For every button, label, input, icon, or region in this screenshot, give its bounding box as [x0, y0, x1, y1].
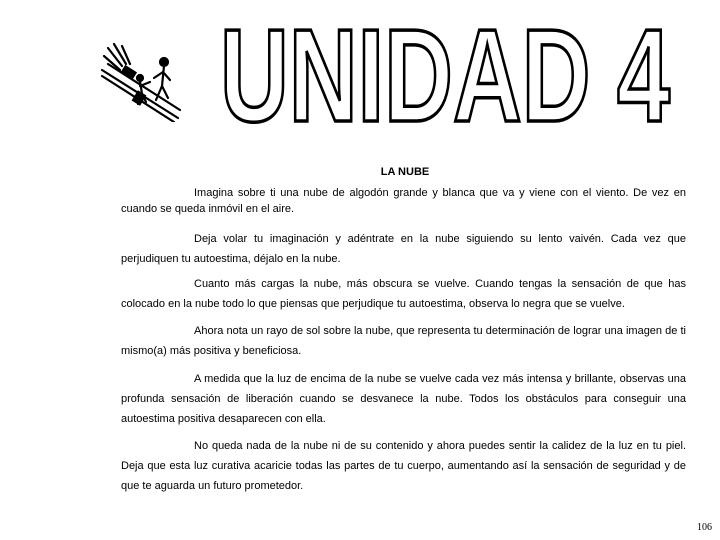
paragraph-1: Imagina sobre ti una nube de algodón grande y blanca que va y viene con el viento. De vez en cuando se queda inmóvil en el aire.	[121, 187, 686, 215]
figures-on-seesaw-icon	[100, 42, 185, 122]
paragraph-4: Ahora nota un rayo de sol sobre la nube, que representa tu determinación de lograr una imagen de ti mismo(a) más positiva y beneficiosa.	[121, 325, 686, 357]
document-title: LA NUBE	[380, 166, 430, 178]
unit-title-text: UNIDAD 4	[220, 18, 670, 128]
unit-title	[215, 18, 675, 128]
paragraph-3: Cuanto más cargas la nube, más obscura se vuelve. Cuando tengas la sensación de que has colocado en la nube todo lo que piensas que perjudique tu autoestima, observa lo negra que se vuelve.	[121, 278, 686, 310]
paragraph-5: A medida que la luz de encima de la nube se vuelve cada vez más intensa y brillante, observas una profunda sensación de liberación cuando se desvanece la nube. Todos los obstáculos para conseguir una autoestima positiva desaparecen con ella.	[121, 373, 686, 425]
paragraph-6: No queda nada de la nube ni de su contenido y ahora puedes sentir la calidez de la luz en tu piel. Deja que esta luz curativa acaricie todas las partes de tu cuerpo, aumentando así la sensación de seguridad y de que te aguarda un futuro prometedor.	[121, 440, 686, 492]
paragraph-2: Deja volar tu imaginación y adéntrate en la nube siguiendo su lento vaivén. Cada vez que perjudiquen tu autoestima, déjalo en la nube.	[121, 233, 686, 265]
page-number: 106	[697, 522, 712, 533]
